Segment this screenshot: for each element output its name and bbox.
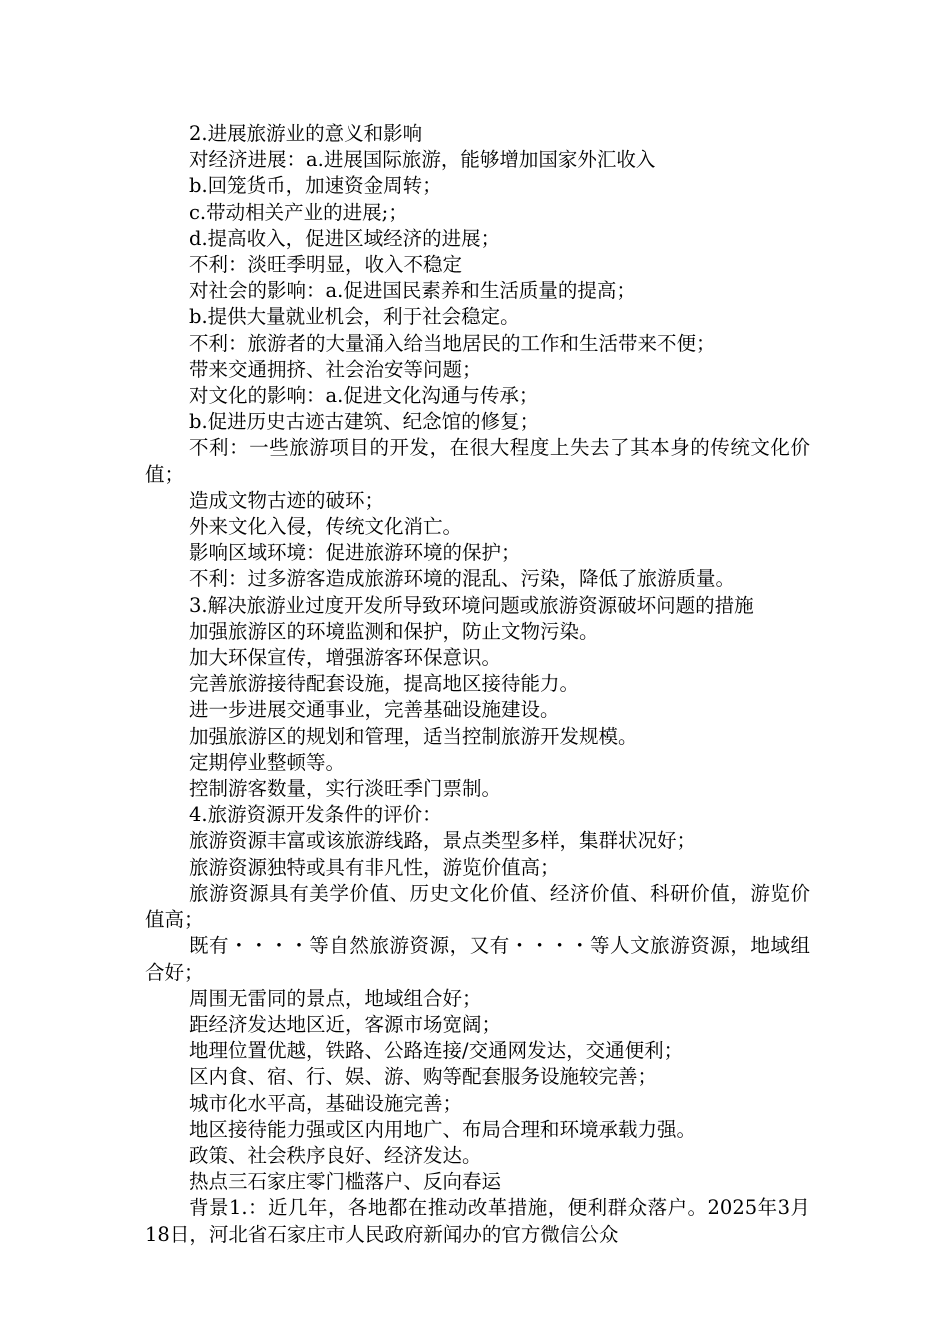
paragraph: 距经济发达地区近，客源市场宽阔； bbox=[189, 1012, 502, 1036]
paragraph: 控制游客数量，实行淡旺季门票制。 bbox=[189, 777, 502, 801]
section-heading: 热点三石家庄零门槛落户、反向春运 bbox=[189, 1170, 502, 1194]
paragraph: 加强旅游区的环境监测和保护，防止文物污染。 bbox=[189, 619, 599, 643]
paragraph: 政策、社会秩序良好、经济发达。 bbox=[189, 1143, 482, 1167]
paragraph: 不利：一些旅游项目的开发，在很大程度上失去了其本身的传统文化价值； bbox=[145, 436, 810, 486]
paragraph: 背景1.：近几年，各地都在推动改革措施，便利群众落户。2025年3月18日，河北省石家庄市人民政府新闻办的官方微信公众 bbox=[145, 1196, 810, 1246]
paragraph: 地区接待能力强或区内用地广、布局合理和环境承载力强。 bbox=[189, 1117, 697, 1141]
paragraph: 外来文化入侵，传统文化消亡。 bbox=[189, 515, 463, 539]
paragraph: 进一步进展交通事业，完善基础设施建设。 bbox=[189, 698, 560, 722]
paragraph: 不利：淡旺季明显，收入不稳定 bbox=[189, 253, 463, 277]
section-heading: 4.旅游资源开发条件的评价： bbox=[189, 803, 442, 827]
section-heading: 3.解决旅游业过度开发所导致环境问题或旅游资源破坏问题的措施 bbox=[189, 593, 754, 617]
paragraph: 既有・・・・等自然旅游资源，又有・・・・等人文旅游资源，地域组合好； bbox=[145, 934, 810, 984]
paragraph: 加大环保宣传，增强游客环保意识。 bbox=[189, 646, 502, 670]
paragraph: c.带动相关产业的进展;； bbox=[189, 200, 408, 224]
paragraph: 造成文物古迹的破环； bbox=[189, 488, 385, 512]
paragraph: 不利：旅游者的大量涌入给当地居民的工作和生活带来不便； bbox=[189, 331, 716, 355]
paragraph: 对社会的影响：a.促进国民素养和生活质量的提高； bbox=[189, 279, 636, 303]
paragraph: 带来交通拥挤、社会治安等问题； bbox=[189, 357, 482, 381]
paragraph: 影响区域环境：促进旅游环境的保护； bbox=[189, 541, 521, 565]
paragraph: 不利：过多游客造成旅游环境的混乱、污染，降低了旅游质量。 bbox=[189, 567, 736, 591]
paragraph: 区内食、宿、行、娱、游、购等配套服务设施较完善； bbox=[189, 1065, 658, 1089]
paragraph: b.回笼货币，加速资金周转； bbox=[189, 174, 442, 198]
section-heading: 2.进展旅游业的意义和影响 bbox=[189, 122, 423, 145]
paragraph: 旅游资源独特或具有非凡性，游览价值高； bbox=[189, 855, 560, 879]
paragraph: 旅游资源丰富或该旅游线路，景点类型多样，集群状况好； bbox=[189, 829, 697, 853]
paragraph: d.提高收入，促进区域经济的进展； bbox=[189, 226, 501, 250]
paragraph: 对经济进展：a.进展国际旅游，能够增加国家外汇收入 bbox=[189, 148, 656, 172]
paragraph: 城市化水平高，基础设施完善； bbox=[189, 1091, 463, 1115]
paragraph: 旅游资源具有美学价值、历史文化价值、经济价值、科研价值，游览价值高； bbox=[145, 881, 810, 932]
paragraph: b.提供大量就业机会，利于社会稳定。 bbox=[189, 305, 520, 329]
document-body bbox=[145, 121, 810, 1248]
paragraph: 定期停业整顿等。 bbox=[189, 750, 346, 774]
paragraph: b.促进历史古迹古建筑、纪念馆的修复； bbox=[189, 410, 540, 434]
paragraph: 对文化的影响：a.促进文化沟通与传承； bbox=[189, 384, 539, 408]
paragraph: 地理位置优越，铁路、公路连接/交通网发达，交通便利； bbox=[189, 1039, 684, 1063]
paragraph: 加强旅游区的规划和管理，适当控制旅游开发规模。 bbox=[189, 724, 638, 748]
paragraph: 完善旅游接待配套设施，提高地区接待能力。 bbox=[189, 672, 580, 696]
paragraph: 周围无雷同的景点，地域组合好； bbox=[189, 986, 482, 1010]
